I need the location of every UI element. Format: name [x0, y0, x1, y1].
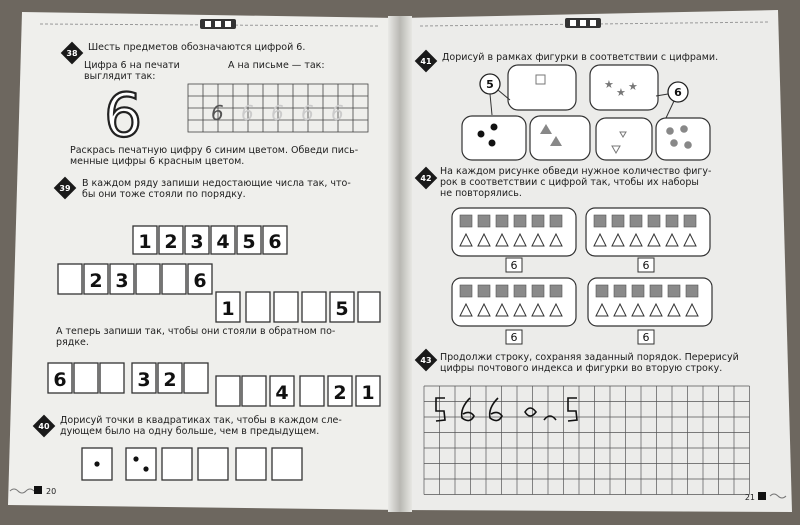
- circle-shape: [670, 139, 678, 147]
- ex39-line-2: бы они тоже стояли по порядку.: [82, 189, 246, 200]
- dot-box[interactable]: [162, 448, 192, 480]
- number-box[interactable]: [58, 264, 82, 294]
- grey-square: [460, 215, 472, 227]
- trace-six-3: 6: [271, 101, 284, 125]
- ex40-line-2: дующем было на одну больше, чем в предыдущем.: [60, 426, 320, 437]
- grey-square: [650, 285, 662, 297]
- circle-shape: [666, 127, 674, 135]
- grey-square: [550, 215, 562, 227]
- row5-digit: 4: [275, 382, 289, 404]
- row3-digit: 5: [335, 298, 349, 320]
- ex38-instruction-1: Раскрась печатную цифру 6 синим цветом. Обведи пись-: [70, 145, 359, 156]
- grey-square: [594, 215, 606, 227]
- number-box[interactable]: [300, 376, 324, 406]
- star-icon: ★: [628, 80, 638, 93]
- grey-square: [532, 285, 544, 297]
- right-page-number: 21: [744, 493, 755, 502]
- frame-bottom-4[interactable]: [656, 118, 710, 160]
- printed-dot: [143, 466, 148, 471]
- grey-square: [630, 215, 642, 227]
- row4-digit: 3: [137, 369, 151, 391]
- grey-square: [496, 285, 508, 297]
- number-circle-left-label: 5: [486, 78, 494, 91]
- row1-digit: 2: [164, 231, 178, 253]
- number-circle-right-label: 6: [674, 86, 682, 99]
- ex42-line-2: рок в соответствии с цифрой так, чтобы их наборы: [440, 177, 699, 188]
- grey-square: [496, 215, 508, 227]
- exercise-number: 41: [420, 57, 432, 66]
- ex39-reverse-2: рядке.: [56, 337, 89, 348]
- left-page-number: 20: [46, 487, 57, 496]
- number-box[interactable]: [162, 264, 186, 294]
- grey-square: [612, 215, 624, 227]
- number-box[interactable]: [274, 292, 298, 322]
- row2-digit: 6: [193, 270, 207, 292]
- ex39-line-1: В каждом ряду запиши недостающие числа так, что-: [82, 178, 351, 189]
- row1-digit: 1: [138, 231, 152, 253]
- grey-square: [550, 285, 562, 297]
- ex42-line-3: не повторялись.: [440, 188, 522, 199]
- exercise-number: 39: [59, 184, 71, 193]
- star-icon: ★: [604, 78, 614, 91]
- ex42-line-1: На каждом рисунке обведи нужное количество фигу-: [440, 166, 712, 177]
- grey-square: [478, 285, 490, 297]
- number-box[interactable]: [136, 264, 160, 294]
- row2-digit: 3: [115, 270, 129, 292]
- number-box[interactable]: [74, 363, 98, 393]
- row5-digit: 1: [361, 382, 375, 404]
- number-box[interactable]: [216, 376, 240, 406]
- exercise-number: 40: [38, 422, 50, 431]
- frame-bottom-2[interactable]: [530, 116, 590, 160]
- grey-square: [478, 215, 490, 227]
- panel-label: 6: [510, 331, 518, 344]
- grey-square: [666, 215, 678, 227]
- grey-square: [632, 285, 644, 297]
- dot-box[interactable]: [272, 448, 302, 480]
- footer-square: [34, 486, 42, 494]
- panel-label: 6: [642, 259, 650, 272]
- book-gutter: [388, 16, 412, 512]
- row3-digit: 1: [221, 298, 235, 320]
- ex38-write-label: А на письме — так:: [228, 60, 325, 71]
- row2-digit: 2: [89, 270, 103, 292]
- circle-shape: [684, 141, 692, 149]
- printed-dot: [94, 461, 99, 466]
- printed-dot: [133, 456, 138, 461]
- grey-square: [684, 215, 696, 227]
- row5-digit: 2: [333, 382, 347, 404]
- number-box[interactable]: [358, 292, 380, 322]
- grey-square: [532, 215, 544, 227]
- grey-square: [686, 285, 698, 297]
- ex39-reverse-1: А теперь запиши так, чтобы они стояли в обратном по-: [56, 326, 336, 337]
- circle-shape: [680, 125, 688, 133]
- trace-six-4: 6: [301, 101, 314, 125]
- row1-digit: 5: [242, 231, 256, 253]
- star-icon: ★: [616, 86, 626, 99]
- footer-square: [758, 492, 766, 500]
- dot-shape: [478, 131, 485, 138]
- row1-digit: 3: [190, 231, 204, 253]
- grey-square: [596, 285, 608, 297]
- ex41-line-1: Дорисуй в рамках фигурки в соответствии с цифрами.: [442, 52, 719, 63]
- big-printed-six[interactable]: 6: [104, 81, 143, 151]
- frame-top-left[interactable]: [508, 65, 576, 110]
- dot-box[interactable]: [198, 448, 228, 480]
- number-box[interactable]: [246, 292, 270, 322]
- grey-square: [460, 285, 472, 297]
- trace-six-5: 6: [331, 101, 344, 125]
- ex40-line-1: Дорисуй точки в квадратиках так, чтобы в каждом сле-: [60, 415, 342, 426]
- row1-digit: 6: [268, 231, 282, 253]
- dot-box[interactable]: [126, 448, 156, 480]
- dot-shape: [489, 140, 496, 147]
- exercise-number: 43: [420, 356, 432, 365]
- trace-six-2: 6: [241, 101, 254, 125]
- panel-label: 6: [510, 259, 518, 272]
- row1-digit: 4: [216, 231, 230, 253]
- number-box[interactable]: [100, 363, 124, 393]
- number-box[interactable]: [302, 292, 326, 322]
- ex38-instruction-2: менные цифры 6 красным цветом.: [70, 156, 245, 167]
- ex43-line-2: цифры почтового индекса и фигурки во вторую строку.: [440, 363, 723, 374]
- exercise-number: 38: [66, 49, 78, 58]
- grey-square: [514, 215, 526, 227]
- grey-square: [614, 285, 626, 297]
- grey-square: [514, 285, 526, 297]
- dot-shape: [491, 124, 498, 131]
- dot-box[interactable]: [236, 448, 266, 480]
- ex43-line-1: Продолжи строку, сохраняя заданный порядок. Перерисуй: [440, 352, 739, 363]
- ex38-print-label-1: Цифра 6 на печати: [84, 60, 180, 71]
- grey-square: [648, 215, 660, 227]
- panel-label: 6: [642, 331, 650, 344]
- ex38-heading: Шесть предметов обозначаются цифрой 6.: [88, 42, 306, 53]
- grey-square: [668, 285, 680, 297]
- frame-bottom-3[interactable]: [596, 118, 652, 160]
- trace-six-1: 6: [211, 101, 224, 125]
- ex38-print-label-2: выглядит так:: [84, 71, 156, 82]
- row4-digit: 2: [163, 369, 177, 391]
- row4-digit: 6: [53, 369, 67, 391]
- frame-bottom-1[interactable]: [462, 116, 526, 160]
- number-box[interactable]: [242, 376, 266, 406]
- exercise-number: 42: [420, 174, 432, 183]
- number-box[interactable]: [184, 363, 208, 393]
